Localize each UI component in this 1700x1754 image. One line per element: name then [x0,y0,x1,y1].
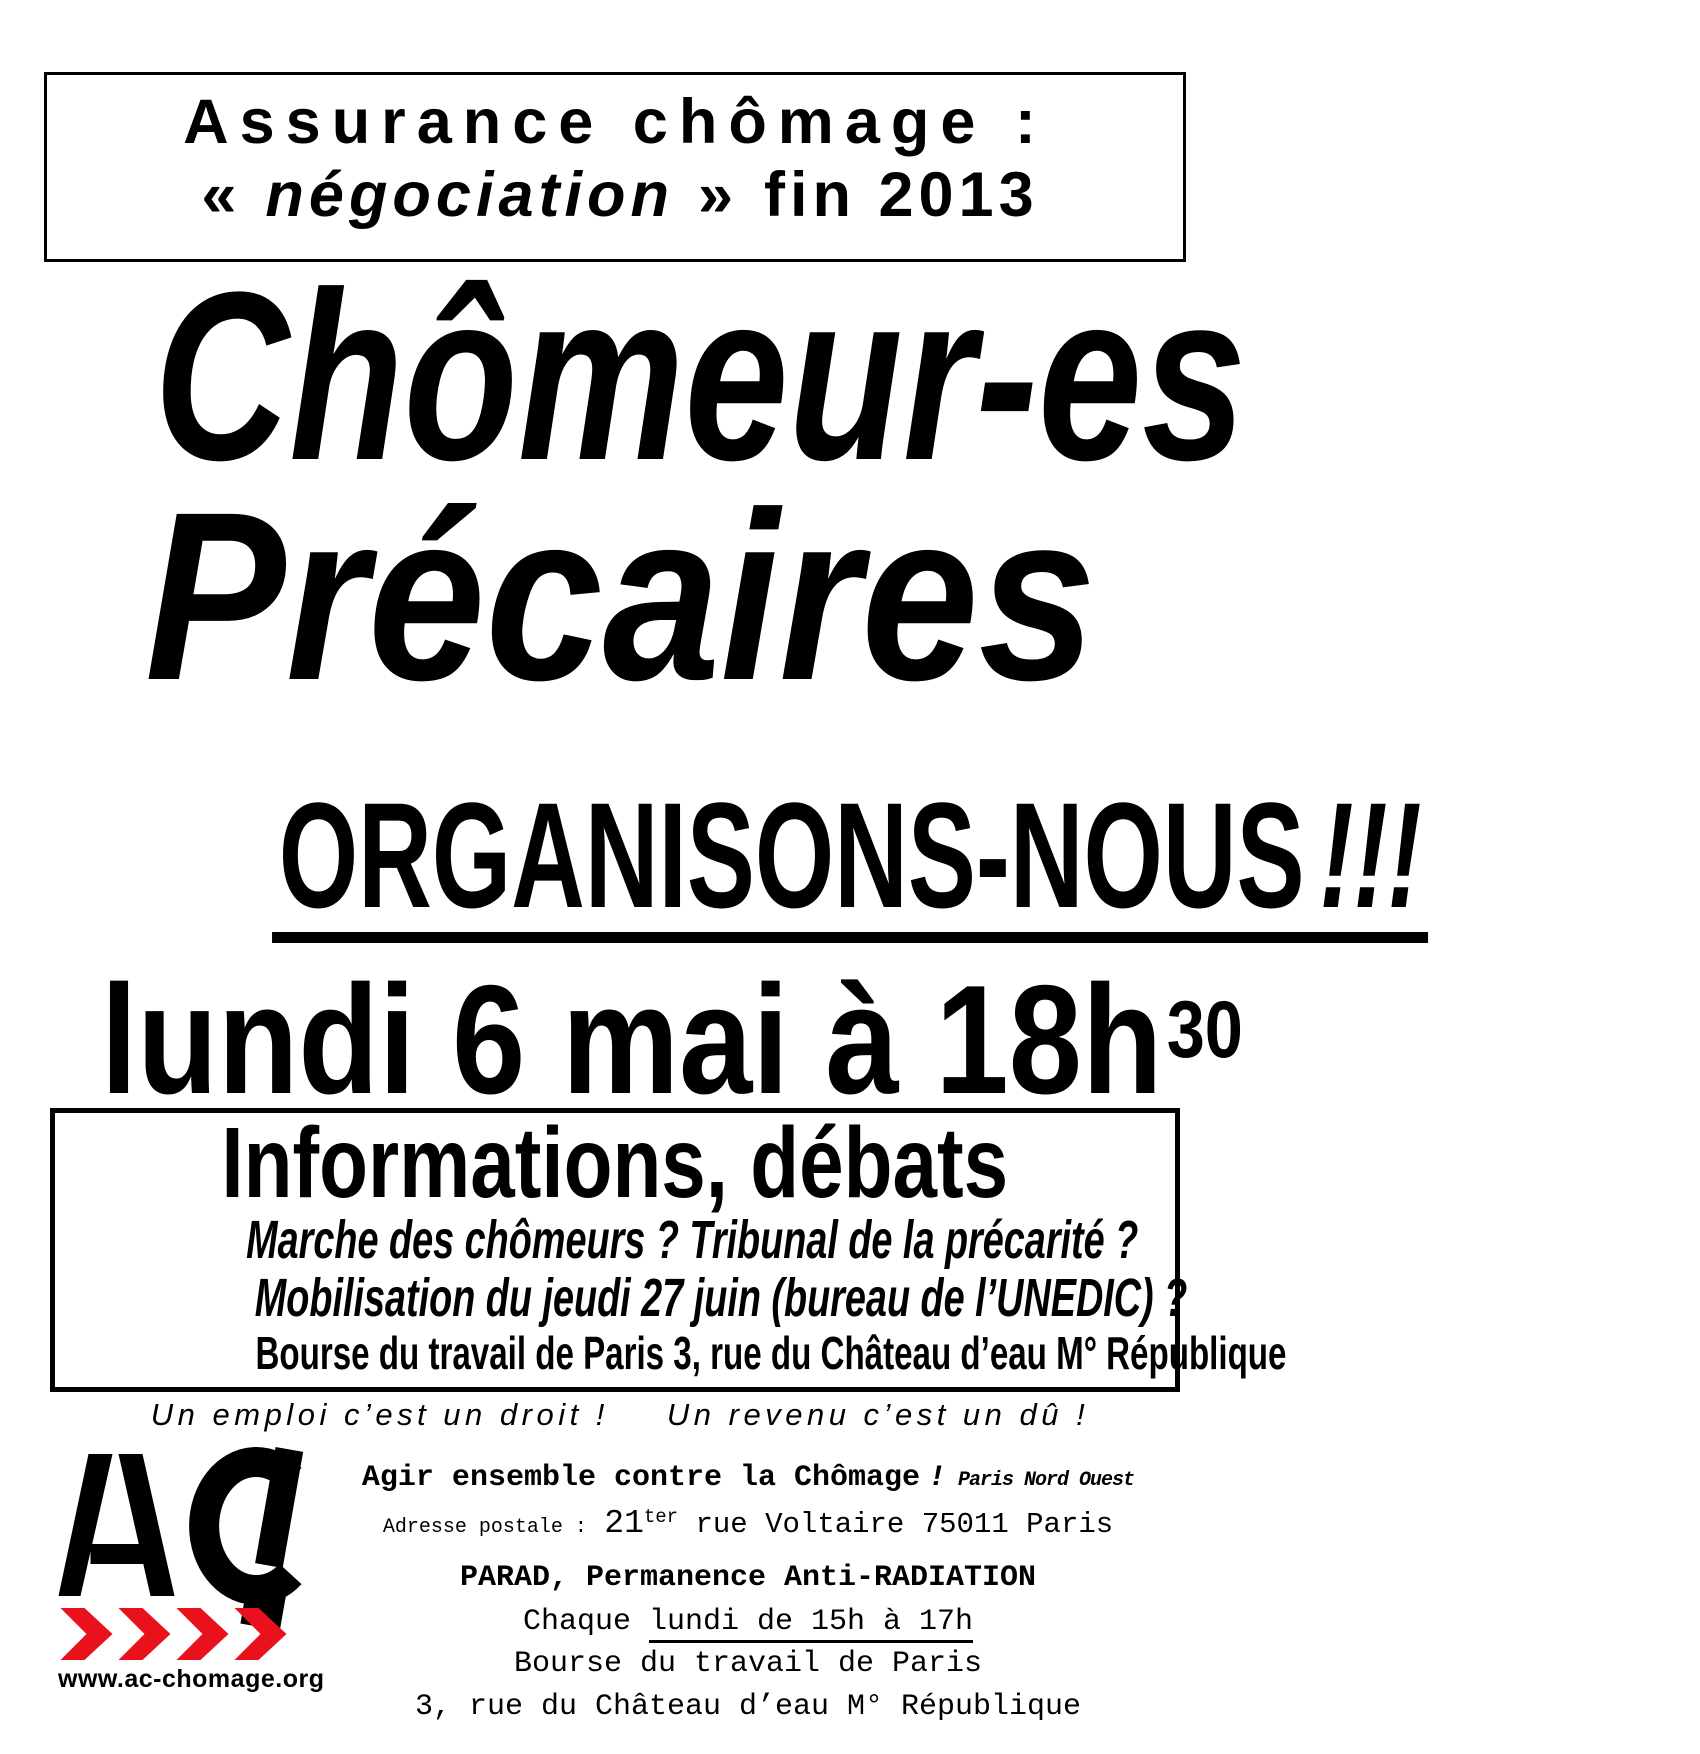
close-guillemet: » [697,160,738,230]
banner-subtitle [47,160,1183,230]
info-box [50,1107,1287,1392]
info-venue: Bourse du travail de Paris 3, rue du Château d’eau M° République [255,1327,1287,1379]
banner-title: Assurance chômage : [183,87,1047,157]
footer-venue-line-2: 3, rue du Château d’eau M° République [414,1689,1082,1724]
event-date: lundi 6 mai à 18h [100,953,1163,1126]
postal-street: rue Voltaire 75011 Paris [695,1508,1114,1541]
info-title: Informations, débats [221,1107,1009,1219]
ac-logo [58,1448,325,1694]
chevron-icon [61,1608,113,1660]
chevron-arrows [61,1608,287,1660]
info-question-1: Marche des chômeurs ? Tribunal de la précarité ? [246,1210,1139,1270]
organization-region: Paris Nord Ouest [958,1469,1135,1492]
footer-venue-line-1: Bourse du travail de Paris [513,1647,983,1682]
chevron-icon [177,1608,229,1660]
headline-precaires: Précaires [144,462,1096,730]
schedule-line [298,1604,1198,1642]
parad-line: PARAD, Permanence Anti-RADIATION [459,1560,1037,1595]
event-date-line [0,953,1243,1126]
organization-exclamation: ! [928,1461,947,1495]
organization-name: Agir ensemble contre la Chômage [361,1461,921,1495]
chevron-icon [119,1608,171,1660]
footer-contact-block [298,1460,1198,1726]
banner-subtitle-suffix: fin 2013 [763,160,1039,230]
schedule-underlined: lundi de 15h à 17h [649,1605,973,1643]
schedule-prefix: Chaque [522,1604,631,1639]
postal-address-line [298,1504,1198,1544]
ac-logo-graphic [58,1448,314,1663]
underlined-call [272,771,1428,943]
postal-number: 21 [604,1505,644,1542]
website-url: www.ac-chomage.org [58,1665,325,1693]
event-minutes-superscript: 30 [1166,984,1243,1075]
letter-a-shape [59,1454,175,1596]
postal-label: Adresse postale : [382,1516,587,1539]
slogan-line [0,1398,1240,1432]
call-exclamations: !!! [1319,771,1422,939]
postal-number-suffix: ter [643,1505,679,1528]
call-to-action-line [0,771,1422,943]
slogan-part-2: Un revenu c’est un dû ! [666,1397,1090,1432]
headline-chomeur-es: Chômeur-es [154,242,1247,510]
call-text: ORGANISONS-NOUS [278,771,1305,939]
info-question-2: Mobilisation du jeudi 27 juin (bureau de l’UNEDIC) ? [254,1268,1188,1328]
open-guillemet: « [201,160,242,230]
banner-italic-word: négociation [265,160,674,230]
organization-line [298,1460,1198,1496]
banner-box [44,72,1186,262]
slogan-part-1: Un emploi c’est un droit ! [150,1397,609,1432]
